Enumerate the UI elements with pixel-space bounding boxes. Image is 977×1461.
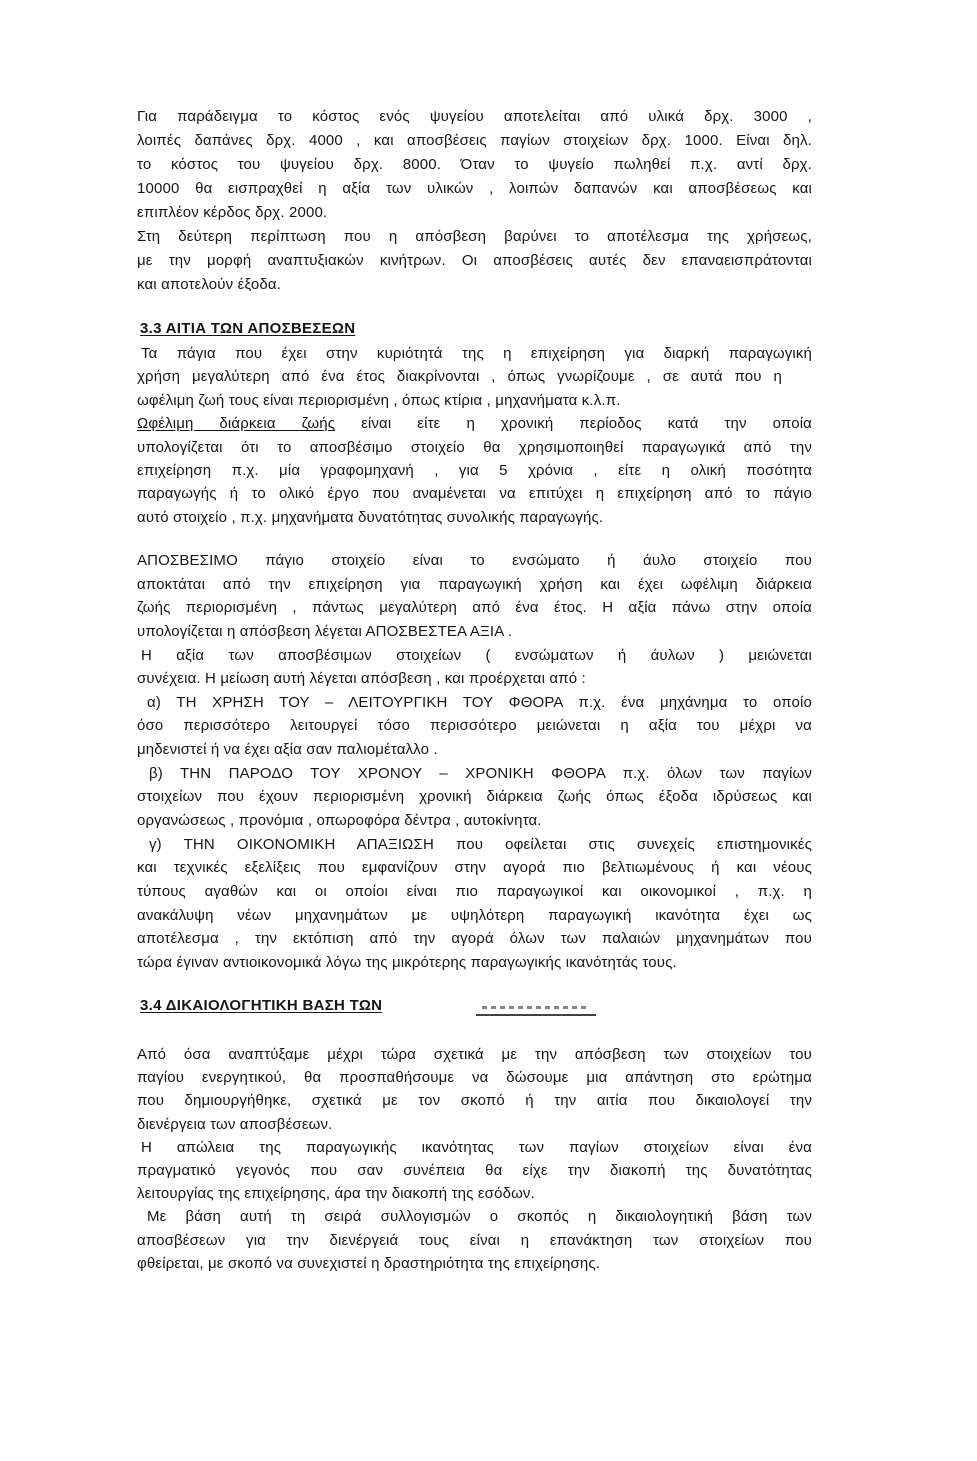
text-line: αποτέλεσμα , την εκτόπιση από την αγορά όλων των παλαιών μηχανημάτων που <box>137 930 812 948</box>
intro-paragraphs <box>137 105 812 297</box>
text-line: υπολογίζεται ότι το αποσβέσιμο στοιχείο θα χρησιμοποιηθεί παραγωγικά από την <box>137 438 812 456</box>
text-line: Για παράδειγμα το κόστος ενός ψυγείου αποτελείται από υλικά δρχ. 3000 , <box>137 108 812 125</box>
text-line: που δημιουργήθηκε, σχετικά με τον σκοπό ή την αιτία που δικαιολογεί την <box>137 1092 812 1110</box>
text-line: τύπους αγαθών και οι οποίοι είναι πιο παραγωγικοί και οικονομικοί , π.χ. η <box>137 882 812 900</box>
text-line: ΑΠΟΣΒΕΣΙΜΟ πάγιο στοιχείο είναι το ενσώματο ή άυλο στοιχείο που <box>137 552 812 569</box>
text-line: το κόστος του ψυγείου δρχ. 8000. Όταν το ψυγείο πωληθεί π.χ. αντί δρχ. <box>137 156 812 173</box>
useful-life-term: Ωφέλιμη διάρκεια ζωής <box>137 415 336 433</box>
text-line: λοιπές δαπάνες δρχ. 4000 , και αποσβέσεις παγίων στοιχείων δρχ. 1000. Είναι δηλ. <box>137 132 812 149</box>
section-3-3-body <box>137 342 812 529</box>
text-line: χρήση μεγαλύτερη από ένα έτος διακρίνονται , όπως γνωρίζουμε , σε αυτά που η <box>137 368 782 386</box>
text-line: επιπλέον κέρδος δρχ. 2000. <box>137 204 328 221</box>
text-line: οργανώσεως , προνόμια , οπωροφόρα δέντρα , αυτοκίνητα. <box>137 812 542 830</box>
section-heading-3-4: 3.4 ΔΙΚΑΙΟΛΟΓΗΤΙΚΗ ΒΑΣΗ ΤΩΝ <box>140 997 383 1014</box>
section-3-4-body <box>137 1043 812 1275</box>
text-line: αποκτάται από την επιχείρηση για παραγωγική χρήση και έχει ωφέλιμη διάρκεια <box>137 575 812 593</box>
text-line: ζωής περιορισμένη , πάντως μεγαλύτερη από ένα έτος. Η αξία πάνω στην οποία <box>137 599 812 617</box>
text-line: Η απώλεια της παραγωγικής ικανότητας των παγίων στοιχείων είναι ένα <box>141 1138 812 1156</box>
text-line: συνέχεια. Η μείωση αυτή λέγεται απόσβεση , και προέρχεται από : <box>137 670 586 688</box>
text-line: επιχείρηση π.χ. μία γραφομηχανή , για 5 χρόνια , είτε η ολική ποσότητα <box>137 461 812 479</box>
scan-artifact <box>476 1004 596 1016</box>
text-line: πραγματικό γεγονός που σαν συνέπεια θα είχε την διακοπή της δυνατότητας <box>137 1161 812 1179</box>
text-line: φθείρεται, με σκοπό να συνεχιστεί η δραστηριότητα της επιχείρησης. <box>137 1254 601 1272</box>
list-item-b: β) ΤΗΝ ΠΑΡΟΔΟ ΤΟΥ ΧΡΟΝΟΥ – ΧΡΟΝΙΚΗ ΦΘΟΡΑ π.χ. όλων των παγίων <box>149 764 812 782</box>
text-line: αυτό στοιχείο , π.χ. μηχανήματα δυνατότητας συνολικής παραγωγής. <box>137 508 604 526</box>
text-line: υπολογίζεται η απόσβεση λέγεται ΑΠΟΣΒΕΣΤΕΑ ΑΞΙΑ . <box>137 622 513 640</box>
list-item-c: γ) ΤΗΝ ΟΙΚΟΝΟΜΙΚΗ ΑΠΑΞΙΩΣΗ που οφείλεται στις συνεχείς επιστημονικές <box>149 835 812 853</box>
text-line: μηδενιστεί ή να έχει αξία σαν παλιομέταλλο . <box>137 741 438 759</box>
text-line: τώρα έγιναν αντιοικονομικά λόγω της μικρότερης παραγωγικής ικανότητάς τους. <box>137 953 677 971</box>
text-line: και τεχνικές εξελίξεις που εμφανίζουν στην αγορά πιο βελτιωμένους ή και νέους <box>137 859 812 877</box>
amortizable-asset-paragraphs <box>137 549 812 975</box>
text-line: διενέργεια των αποσβέσεων. <box>137 1115 333 1133</box>
list-item-a: α) ΤΗ ΧΡΗΣΗ ΤΟΥ – ΛΕΙΤΟΥΡΓΙΚΗ ΤΟΥ ΦΘΟΡΑ π.χ. ένα μηχάνημα το οποίο <box>147 693 812 711</box>
text-line: Από όσα αναπτύξαμε μέχρι τώρα σχετικά με την απόσβεση των στοιχείων του <box>137 1046 812 1063</box>
text-line: όσο περισσότερο λειτουργεί τόσο περισσότερο μειώνεται η αξία του μέχρι να <box>137 717 812 735</box>
text-line: ωφέλιμη ζωή τους είναι περιορισμένη , όπως κτίρια , μηχανήματα κ.λ.π. <box>137 391 621 409</box>
text-line: Τα πάγια που έχει στην κυριότητά της η επιχείρηση για διαρκή παραγωγική <box>141 345 812 362</box>
text-line: λειτουργίας της επιχείρησης, άρα την διακοπή της εσόδων. <box>137 1185 535 1203</box>
text-line: Η αξία των αποσβέσιμων στοιχείων ( ενσώματων ή άυλων ) μειώνεται <box>141 646 812 664</box>
text-line-rest: είναι είτε η χρονική περίοδος κατά την οποία <box>335 415 812 433</box>
text-line: Στη δεύτερη περίπτωση που η απόσβεση βαρύνει το αποτέλεσμα της χρήσεως, <box>137 228 812 245</box>
text-line: και αποτελούν έξοδα. <box>137 276 282 293</box>
section-heading-3-3: 3.3 ΑΙΤΙΑ ΤΩΝ ΑΠΟΣΒΕΣΕΩΝ <box>140 320 356 337</box>
text-line <box>137 412 812 435</box>
text-line: Με βάση αυτή τη σειρά συλλογισμών ο σκοπός η δικαιολογητική βάση των <box>147 1208 812 1226</box>
text-line: αποσβέσεων για την διενέργειά τους είναι η επανάκτηση των στοιχείων που <box>137 1231 812 1249</box>
text-line: με την μορφή αναπτυξιακών κινήτρων. Οι αποσβέσεις αυτές δεν επαναεισπράτονται <box>137 252 812 269</box>
text-line: παγίου ενεργητικού, θα προσπαθήσουμε να δώσουμε μια απάντηση στο ερώτημα <box>137 1069 812 1087</box>
text-line: 10000 θα εισπραχθεί η αξία των υλικών , λοιπών δαπανών και αποσβέσεως και <box>137 180 812 197</box>
text-line: ανακάλυψη νέων μηχανημάτων με υψηλότερη παραγωγική ικανότητα έχει ως <box>137 906 812 924</box>
text-line: στοιχείων που έχουν περιορισμένη χρονική διάρκεια ζωής όπως έξοδα ιδρύσεως και <box>137 788 812 806</box>
text-line: παραγωγής ή το ολικό έργο που αναμένεται να επιτύχει η επιχείρηση από το πάγιο <box>137 485 812 503</box>
